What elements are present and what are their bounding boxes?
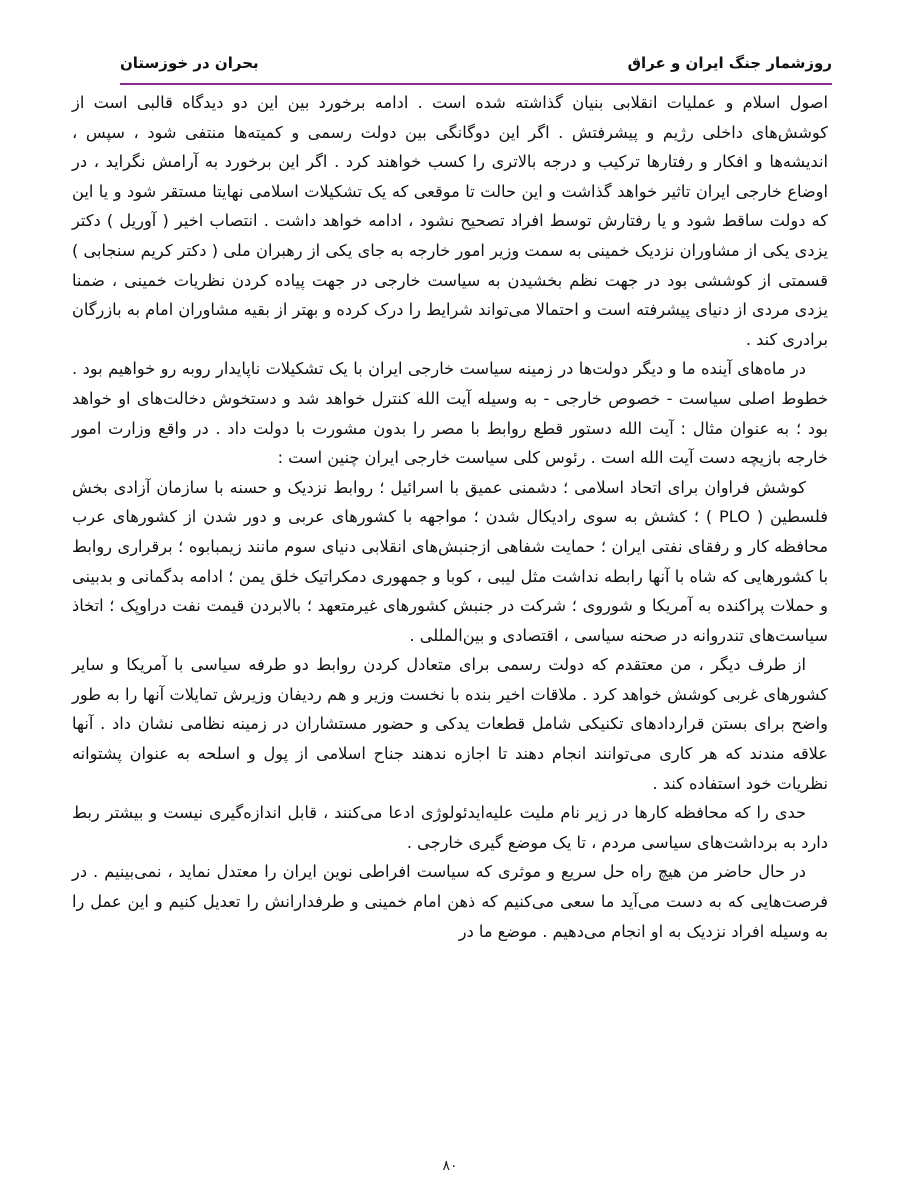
page-body xyxy=(72,88,828,946)
page-header xyxy=(120,48,832,78)
paragraph-2: در ماه‌های آینده ما و دیگر دولت‌ها در زمینه سیاست خارجی ایران با یک تشکیلات ناپایدار روبه رو خواهیم بود . خطوط اصلی سیاست - خصوص خارجی - به وسیله آیت الله کنترل خواهد شد و دستخوش دخالت‌های او خواهد بود ؛ به عنوان مثال : آیت الله دستور قطع روابط با مصر را بدون مشورت با دولت داد . در واقع وزارت امور خارجه بازیچه دست آیت الله است . رئوس کلی سیاست خارجی ایران چنین است : xyxy=(72,359,828,468)
paragraph-5: حدی را که محافظه کارها در زیر نام ملیت علیه‌ایدئولوژی ادعا می‌کنند ، قابل اندازه‌گیری نیست و بیشتر ربط دارد به برداشت‌های سیاسی مردم ، تا یک موضع گیری خارجی . xyxy=(72,803,828,852)
header-divider xyxy=(120,83,832,85)
book-title: روزشمار جنگ ایران و عراق xyxy=(627,54,832,72)
chapter-title: بحران در خوزستان xyxy=(120,54,259,72)
page-number: ۸۰ xyxy=(442,1158,458,1174)
paragraph-4: از طرف دیگر ، من معتقدم که دولت رسمی برای متعادل کردن روابط دو طرفه سیاسی با آمریکا و سایر کشورهای غربی کوشش خواهد کرد . ملاقات اخیر بنده با نخست وزیر و هم ردیفان وزیرش تمایلات آنها را به طور واضح برای بستن قراردادهای تکنیکی شامل قطعات یدکی و حضور مستشاران در زمینه نظامی نشان داد . آنها علاقه مندند که هر کاری می‌توانند انجام دهند تا اجازه ندهند جناح اسلامی از پول و اسلحه به عنوان پشتوانه نظریات خود استفاده کند . xyxy=(72,655,828,793)
paragraph-6: در حال حاضر من هیچ راه حل سریع و موثری که سیاست افراطی نوین ایران را معتدل نماید ، نمی‌بینیم . در فرصت‌هایی که به دست می‌آید ما سعی می‌کنیم که ذهن امام خمینی و طرفدارانش را تعدیل کنیم و این عمل را به وسیله افراد نزدیک به او انجام می‌دهیم . موضع ما در xyxy=(72,862,828,941)
paragraph-3: کوشش فراوان برای اتحاد اسلامی ؛ دشمنی عمیق با اسرائیل ؛ روابط نزدیک و حسنه با سازمان آزادی بخش فلسطین ( PLO ) ؛ کشش به سوی رادیکال شدن ؛ مواجهه با کشورهای عربی و دور شدن از کشورهای عرب محافظه کار و رفقای نفتی ایران ؛ حمایت شفاهی ازجنبش‌های انقلابی دنیای سوم مانند زیمبابوه ؛ برقراری روابط با کشورهایی که شاه با آنها رابطه نداشت مثل لیبی ، کوبا و جمهوری دمکراتیک خلق یمن ؛ ادامه بدگمانی و بدبینی و حملات پراکنده به آمریکا و شوروی ؛ شرکت در جنبش کشورهای غیرمتعهد ؛ بالابردن قیمت نفت دراوپک ؛ اتخاذ سیاست‌های تندروانه در صحنه سیاسی ، اقتصادی و بین‌المللی . xyxy=(72,477,828,645)
paragraph-1: اصول اسلام و عملیات انقلابی بنیان گذاشته شده است . ادامه برخورد بین این دو دیدگاه قالبی است از کوشش‌های داخلی رژیم و پیشرفتش . اگر این دوگانگی بین دولت رسمی و کمیته‌ها منتفی شود ، سپس ، اندیشه‌ها و افکار و رفتارها ترکیب و درجه بالاتری را کسب خواهند کرد . اگر این برخورد به آرامش نگراید ، در اوضاع خارجی ایران تاثیر خواهد گذاشت و این حالت تا موقعی که یک تشکیلات اسلامی نهایتا مستقر شود و یا این که دولت ساقط شود و یا رفتارش توسط افراد تصحیح نشود ، ادامه خواهد داشت . انتصاب اخیر ( آوریل ) دکتر یزدی یکی از مشاوران نزدیک خمینی به سمت وزیر امور خارجه به جای یکی از رهبران ملی ( دکتر کریم سنجابی ) قسمتی از کوششی بود در جهت نظم بخشیدن به سیاست خارجی در جهت پیاده کردن نظریات خمینی ، ضمنا یزدی مردی از دنیای پیشرفته است و احتمالا می‌تواند شرایط را درک کرده و بهتر از بقیه مشاوران امام به بازرگان برادری کند . xyxy=(72,93,828,349)
